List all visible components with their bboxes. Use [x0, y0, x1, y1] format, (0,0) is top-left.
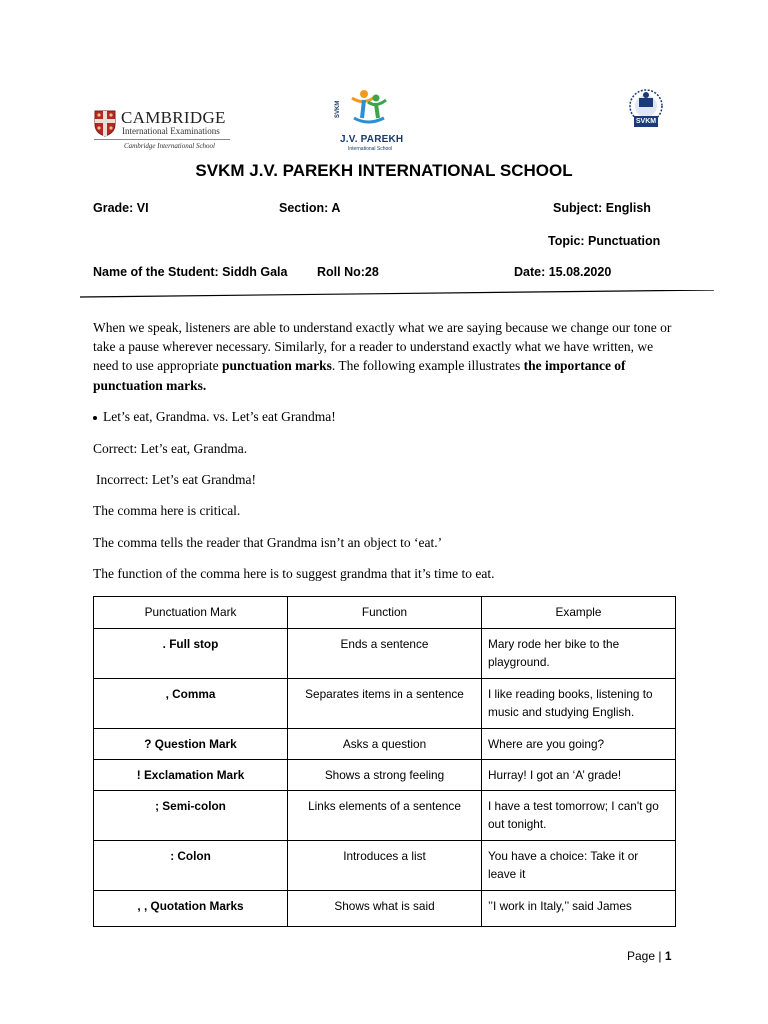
mark-cell: , Comma — [94, 679, 288, 729]
example-bullet-text: Let’s eat, Grandma. vs. Let’s eat Grandma! — [103, 409, 336, 424]
mark-cell: ! Exclamation Mark — [94, 760, 288, 791]
example-cell: Hurray! I got an ‘A’ grade! — [482, 760, 676, 791]
mark-cell: , , Quotation Marks — [94, 891, 288, 927]
function-cell: Shows a strong feeling — [288, 760, 482, 791]
date-label: Date: 15.08.2020 — [514, 265, 612, 279]
comma-function-text: The function of the comma here is to suggest grandma that it’s time to eat. — [93, 566, 495, 581]
page-label: Page — [627, 949, 656, 963]
jv-name: J.V. PAREKH — [340, 134, 404, 145]
punctuation-table — [93, 596, 676, 927]
mark-cell: : Colon — [94, 841, 288, 891]
table-row — [94, 729, 676, 760]
page-footer — [627, 949, 672, 963]
example-cell: You have a choice: Take it or leave it — [482, 841, 676, 891]
grade-label: Grade: VI — [93, 201, 149, 215]
header-punctuation-mark: Punctuation Mark — [94, 597, 288, 629]
incorrect-example: Incorrect: Let’s eat Grandma! — [96, 472, 257, 487]
intro-bold-2: the importance of punctuation marks. — [93, 358, 626, 393]
student-name-label: Name of the Student: Siddh Gala — [93, 265, 288, 279]
bullet-icon — [93, 416, 97, 420]
example-cell: Mary rode her bike to the playground. — [482, 629, 676, 679]
cambridge-subtitle: International Examinations — [122, 126, 220, 136]
table-row — [94, 891, 676, 927]
svkm-emblem-icon — [628, 86, 664, 138]
jv-figures-icon — [334, 88, 404, 134]
jv-school: International School — [348, 146, 393, 152]
cambridge-shield-icon — [94, 110, 116, 137]
svkm-label: SVKM — [635, 118, 657, 125]
header-function: Function — [288, 597, 482, 629]
header-divider — [80, 290, 714, 304]
page-number: 1 — [664, 949, 672, 963]
comma-critical-text: The comma here is critical. — [93, 503, 241, 518]
example-cell: Where are you going? — [482, 729, 676, 760]
table-row — [94, 841, 676, 891]
table-row — [94, 629, 676, 679]
example-cell: I have a test tomorrow; I can't go out tonight. — [482, 791, 676, 841]
function-cell: Ends a sentence — [288, 629, 482, 679]
topic-label: Topic: Punctuation — [548, 234, 661, 248]
cambridge-school: Cambridge International School — [124, 142, 215, 150]
table-row — [94, 679, 676, 729]
jv-svkm-text: SVKM — [335, 100, 341, 118]
function-cell: Asks a question — [288, 729, 482, 760]
mark-cell: . Full stop — [94, 629, 288, 679]
function-cell: Links elements of a sentence — [288, 791, 482, 841]
header-example: Example — [482, 597, 676, 629]
cambridge-rule — [94, 139, 230, 140]
subject-label: Subject: English — [553, 201, 651, 215]
comma-tells-text: The comma tells the reader that Grandma isn’t an object to ‘eat.’ — [93, 535, 443, 550]
page-separator: | — [658, 949, 662, 963]
intro-bold-1: punctuation marks — [221, 358, 332, 374]
function-cell: Separates items in a sentence — [288, 679, 482, 729]
section-label: Section: A — [279, 201, 341, 215]
table-row — [94, 760, 676, 791]
intro-paragraph — [93, 318, 673, 395]
svkm-logo — [628, 86, 664, 138]
mark-cell: ? Question Mark — [94, 729, 288, 760]
school-title: SVKM J.V. PAREKH INTERNATIONAL SCHOOL — [195, 161, 573, 180]
cambridge-logo — [94, 108, 234, 154]
function-cell: Introduces a list — [288, 841, 482, 891]
cambridge-title: CAMBRIDGE — [121, 108, 226, 127]
intro-text-2: . The following example illustrates — [331, 358, 524, 374]
roll-number-label: Roll No:28 — [317, 265, 379, 279]
mark-cell: ; Semi-colon — [94, 791, 288, 841]
table-header-row — [94, 597, 676, 629]
example-cell: ’’I work in Italy,’’ said James — [482, 891, 676, 927]
example-cell: I like reading books, listening to music and studying English. — [482, 679, 676, 729]
correct-example: Correct: Let’s eat, Grandma. — [93, 441, 248, 456]
table-row — [94, 791, 676, 841]
jv-parekh-logo — [334, 88, 404, 154]
intro-text-1: When we speak, listeners are able to understand exactly what we are saying because we change our tone or take a pause wherever necessary. Similarly, for a reader to understand exactly what we have written, we need to use appropriate — [93, 320, 672, 374]
function-cell: Shows what is said — [288, 891, 482, 927]
example-bullet — [93, 409, 336, 425]
